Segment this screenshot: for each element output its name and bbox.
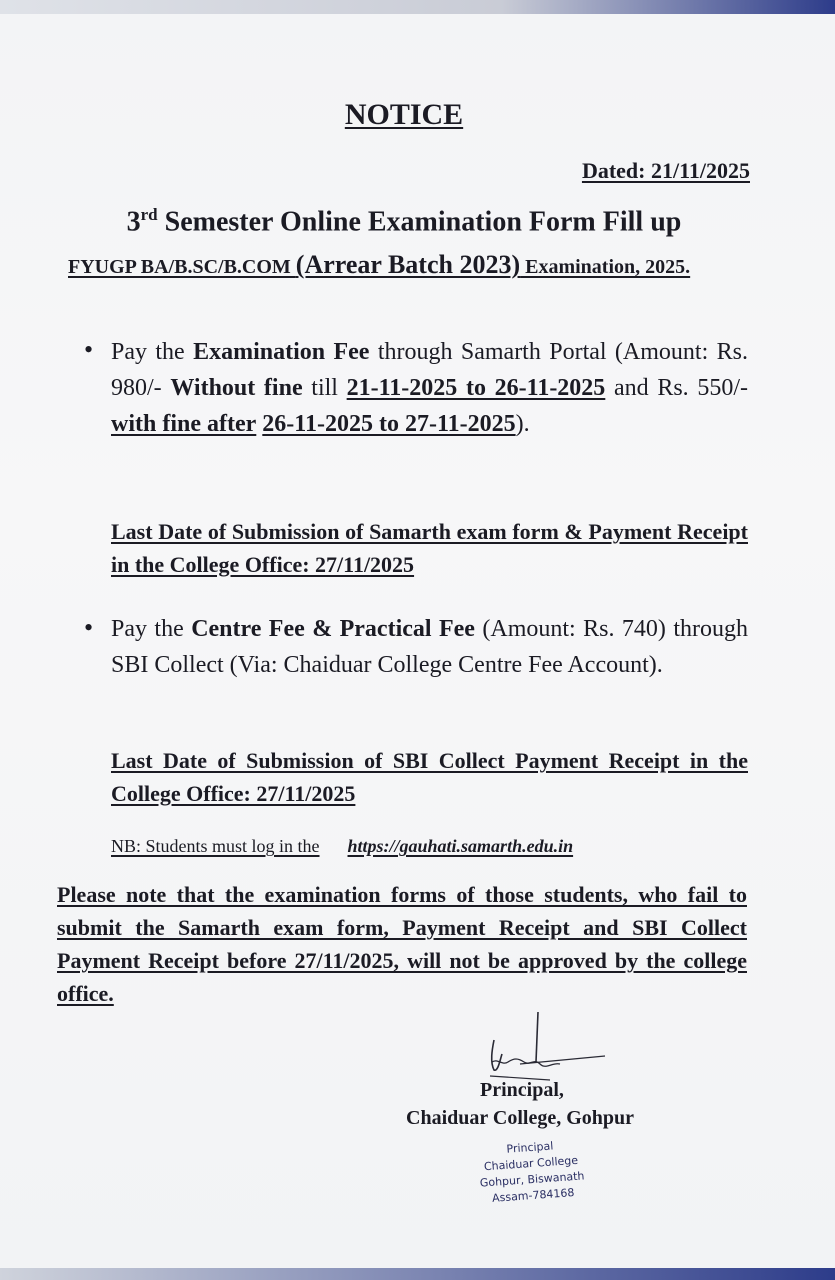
- bullet-marker: •: [84, 335, 94, 364]
- text: till: [302, 375, 347, 401]
- semester-heading-text: Semester Online Examination Form Fill up: [157, 206, 682, 238]
- semester-suffix: rd: [140, 205, 158, 224]
- with-fine-label: with fine after: [111, 411, 257, 437]
- text: Pay the: [111, 616, 192, 642]
- signatory-title: Principal,: [480, 1079, 564, 1101]
- stamp-line: Gohpur, Biswanath: [479, 1169, 585, 1190]
- subheading-exam: Examination, 2025.: [520, 256, 691, 278]
- semester-number: 3: [126, 206, 141, 238]
- centre-fee-instruction: [111, 611, 748, 683]
- nb-text: NB: Students must log in the: [111, 836, 320, 856]
- notice-title: NOTICE: [344, 98, 464, 131]
- stamp-line: Chaiduar College: [483, 1153, 579, 1174]
- text: and Rs. 550/-: [605, 375, 749, 401]
- last-date-samarth: Last Date of Submission of Samarth exam form & Payment Receipt in the College Office: 27/11/2025: [111, 519, 748, 577]
- semester-heading: [0, 205, 808, 238]
- principal-stamp: [460, 1135, 605, 1220]
- text: Pay the: [111, 339, 194, 365]
- signatory-college: Chaiduar College, Gohpur: [406, 1107, 634, 1129]
- exam-fee-instruction: [111, 334, 748, 442]
- text: ).: [515, 411, 530, 437]
- stamp-line: Principal: [506, 1139, 554, 1156]
- with-fine-dates: 26-11-2025 to 27-11-2025: [262, 411, 516, 437]
- top-edge-band: [0, 0, 835, 14]
- principal-signature: [480, 1010, 610, 1090]
- exam-subheading: [68, 250, 748, 280]
- please-note-paragraph: Please note that the examination forms of those students, who fail to submit the Samarth exam form, Payment Receipt and SBI Collect Payment Receipt before 27/11/2025, will not be approved by the college office.: [57, 882, 747, 1006]
- text: through Samarth Portal (Amount: Rs. 980/-: [111, 339, 748, 401]
- bottom-edge-band: [0, 1268, 835, 1280]
- subheading-batch: (Arrear Batch 2023): [295, 250, 521, 279]
- subheading-program: FYUGP BA/B.SC/B.COM: [68, 256, 296, 278]
- text: (Amount: Rs. 740) through SBI Collect (Via: Chaiduar College Centre Fee Account).: [111, 616, 749, 678]
- exam-fee-label: Examination Fee: [193, 339, 370, 365]
- without-fine-dates: 21-11-2025 to 26-11-2025: [346, 375, 606, 401]
- samarth-portal-link[interactable]: https://gauhati.samarth.edu.in: [347, 836, 574, 856]
- dated-line: Dated: 21/11/2025: [581, 158, 750, 183]
- last-date-sbi-collect: Last Date of Submission of SBI Collect Payment Receipt in the College Office: 27/11/2025: [111, 748, 748, 806]
- bullet-marker: •: [84, 613, 94, 642]
- stamp-line: Assam-784168: [491, 1186, 575, 1205]
- without-fine-label: Without fine: [170, 375, 303, 401]
- nb-line: [111, 836, 573, 857]
- centre-fee-label: Centre Fee & Practical Fee: [191, 616, 475, 642]
